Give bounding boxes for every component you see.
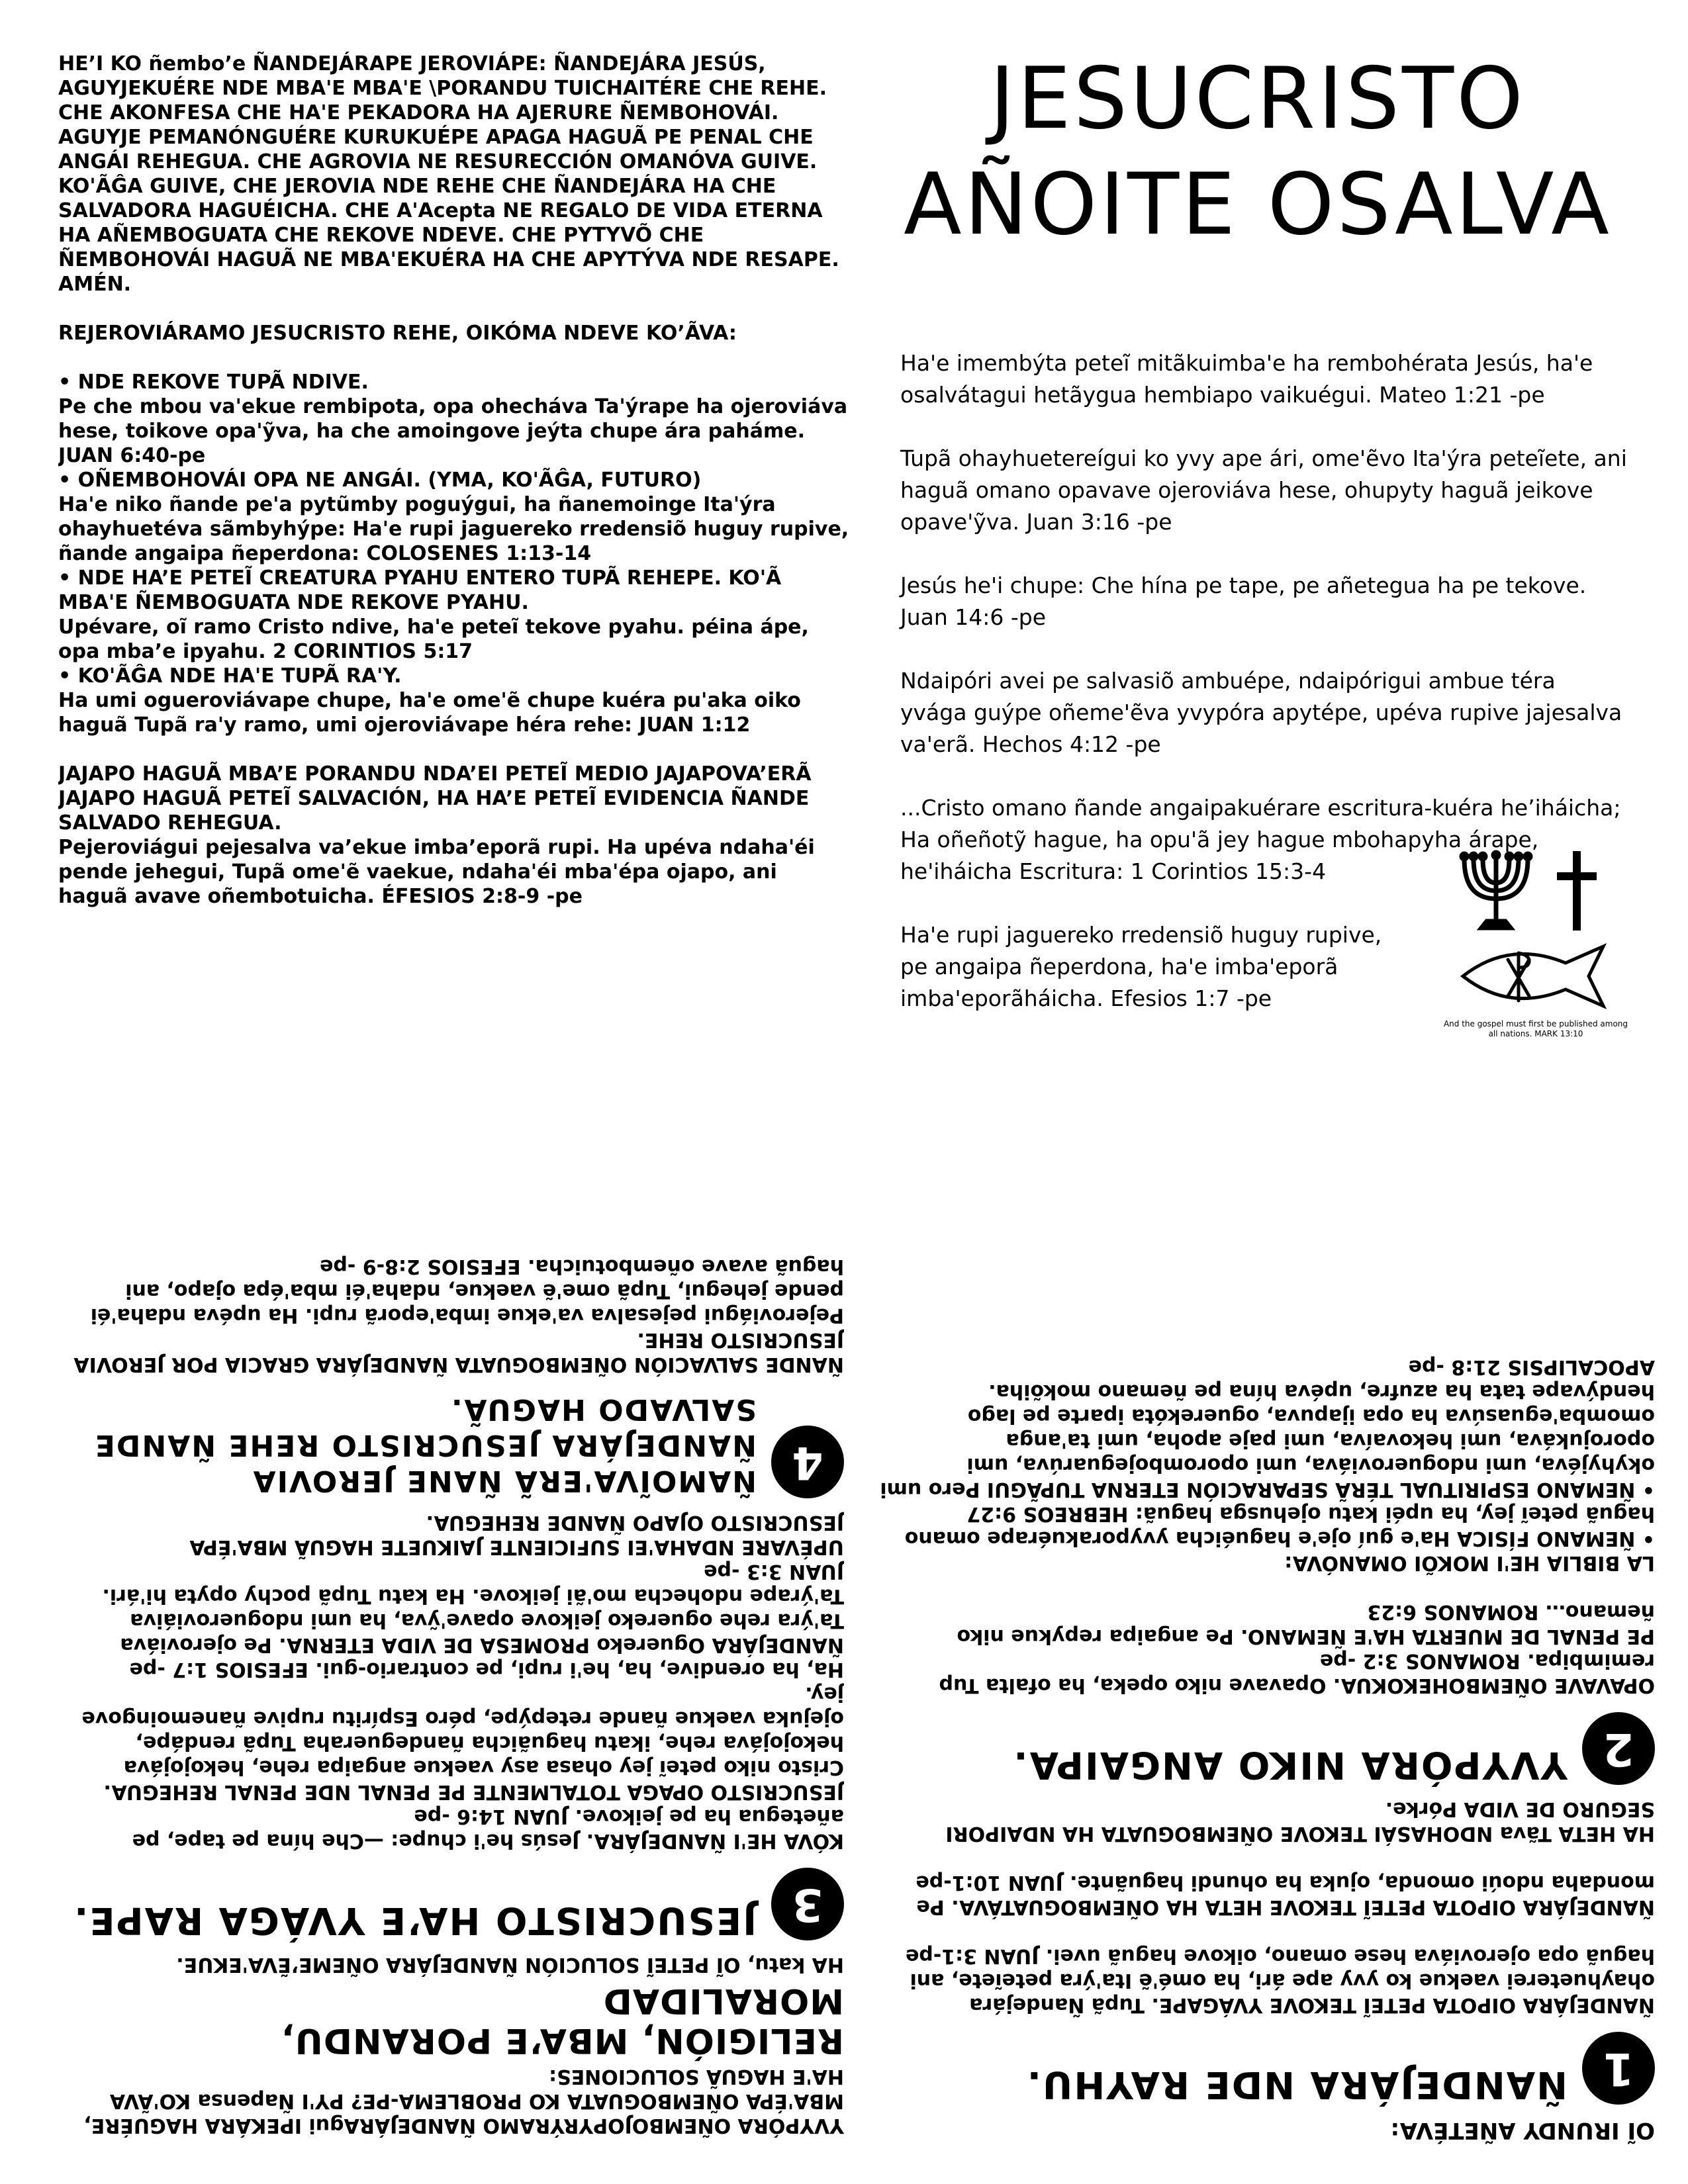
believe-heading: REJEROVIÁRAMO JESUCRISTO REHE, OIKÓMA NDEVE KO’ÃVA:	[58, 322, 737, 345]
title-line-1: JESUCRISTO	[990, 50, 1526, 148]
point-title: • OÑEMBOHOVÁI OPA NE ANGÁI. (YMA, KO'ÃĜA, FUTURO)	[58, 469, 702, 492]
cross-icon	[1557, 851, 1597, 931]
step-number-badge: 2	[1582, 1712, 1655, 1785]
step-paragraph: JESUCRISTO OPAGA TOTALMENTE PE PENAL NDE PENAL REHEGUA. Cristo niko peteĩ jey ohasa asy vaekue angaipa rehe, hekojojáva hekojojáva rehe, ikatu haguãicha ñandegueraha Tupã rendápe, ojejuka vaekue ñande retepýpe, péro Espíritu rupive ñanemoingove jey.	[81, 1682, 844, 1803]
question-text: YVYPÓRA OÑEMBOJOPYRÝRAMO ÑANDEJÁRAgui IPEKÁRA HAGUÉRE, MBA'ÉPA OÑEMBOGUATA KO PROBLEMA-PE? PY'I Ñapensa KO'ÃVA HA'E HAGUÃ SOLUCIONES:	[83, 2065, 844, 2137]
verse: Ha'e imembýta peteĩ mitãkuimba'e ha rembohérata Jesús, ha'e osalvátagui hetãygua hembiapo vaikuégui. Mateo 1:21 -pe	[900, 350, 1593, 408]
step-title: JESUCRISTO HA’E YVÁGA RAPE.	[73, 1899, 757, 1942]
step-title: YVYPÓRA NIKO ANGAIPA.	[1012, 1743, 1568, 1786]
step-paragraph: UPÉVARE NDAHA'EI SUFICIENTE JAIKUETE HAGUÃ MBA'ÉPA JESUCRISTO OJAPO ÑANDE REHEGUA.	[189, 1511, 844, 1559]
religious-symbols	[1443, 847, 1628, 1039]
ichthys-chi-rho-icon	[1463, 946, 1603, 1006]
step-1-heading	[861, 2032, 1655, 2105]
step-paragraph: ÑANDEJÁRA OIPOTA PETEĨ TEKOVE HETA HA OÑEMBOGUATÁVA. Pe mondaha ndoúi omonda, ojuka ha ohundi haguãnte. JUAN 10:1-pe	[915, 1871, 1655, 1919]
step-title: ÑAMOĨVA'ERÃ ÑANE JEROVIA ÑANDEJÁRA JESUCRISTO REHE ÑANDE SALVADO HAGUÃ.	[93, 1392, 757, 1498]
point-title: • NDE HA’E PETEĨ CREATURA PYAHU ENTERO TUPÃ REHEPE. KO'Ã MBA'E ÑEMBOGUATA NDE REKOVE PYAHU.	[58, 567, 782, 614]
step-4-heading	[56, 1391, 844, 1498]
verse: Tupã ohayhuetereígui ko yvy ape ári, ome'ẽvo Ita'ýra peteĩete, ani haguã omano opavave ojeroviáva hese, ohupyty haguã jeikove opave'ỹva. Juan 3:16 -pe	[900, 445, 1627, 535]
prayer-text: HE’I KO ñembo’e ÑANDEJÁRAPE JEROVIÁPE: ÑANDEJÁRA JESÚS, AGUYJEKUÉRE NDE MBA'E MBA'E \PORANDU TUICHAITÉRE CHE REHE. CHE AKONFESA CHE HA'E PEKADORA HA AJERURE ÑEMBOHOVÁI. AGUYJE PEMANÓNGUÉRE KURUKUÉPE APAGA HAGUÃ PE PENAL CHE ANGÁI REHEGUA. CHE AGROVIA NE RESURECCIÓN OMANÓVA GUIVE. KO'ÃĜA GUIVE, CHE JEROVIA NDE REHE CHE ÑANDEJÁRA HA CHE SALVADORA HAGUÉICHA. CHE A'Acepta NE REGALO DE VIDA ETERNA HA AÑEMBOGUATA CHE REKOVE NDEVE. CHE PYTYVÕ CHE ÑEMBOHOVÁI HAGUÃ NE MBA'EKUÉRA HA CHE APYTÝVA NDE RESAPE. AMÉN.	[58, 52, 839, 296]
step-paragraph: ÑANDEJÁRA OIPOTA PETEĨ TEKOVE YVÁGAPE. Tupã Ñandejára ohayhueterei vaekue ko yvy ape ári, ha omé'ẽ Ita'ýra peteĩete, ani haguã opa ojeroviáva hese omano, oikove haguã uvei. JUAN 3:1-pe	[905, 1944, 1655, 2017]
verse: ...Cristo omano ñande angaipakuérare escritura-kuéra he’iháicha; Ha oñeñotỹ hague, ha opu'ã jey hague mbohapyha árape, he'iháicha Escritura: 1 Corintios 15:3-4	[900, 795, 1621, 884]
step-paragraph: KÓVA HE'I ÑANDEJÁRA. Jesús he'i chupe: —Che hína pe tape, pe añetegua ha pe jeikove. JUAN 14:6 -pe	[132, 1805, 844, 1852]
point-title: • NDE REKOVE TUPÃ NDIVE.	[58, 371, 369, 394]
step-paragraph: Ha, ha orendive, ha, he'i rupi, pe contrario-gui. EFESIOS 1:7 -pe	[129, 1658, 844, 1681]
step-paragraph: • ÑEMANO ESPIRITUAL TÉRÃ SEPARACIÓN ETERNA TUPÃGUI Pero umi okyhyjéva, umi ndogueroviáva, umi oporombojeguarúva, umi oporojukáva, umi hekovaíva, umi paje apoha, umi ta'anga omomba'eguasúva ha opa ijapuva, oguerekóta iparte pe lago hendývape tata ha azufre, upéva hína pe ñemano mokõiha. APOCALIPSIS 21:8 -pe	[880, 1355, 1655, 1501]
prayer-panel	[58, 52, 853, 1031]
title-line-2: AÑOITE OSALVA	[904, 156, 1612, 254]
point-title: • KO'ÃĜA NDE HA'E TUPÃ RA'Y.	[58, 664, 402, 688]
title-panel	[861, 40, 1655, 1046]
verse: Ndaipóri avei pe salvasiõ ambuépe, ndaipórigui ambue téra yvága guýpe oñeme'ẽva yvypóra apytépe, upéva rupive jajesalva va'erã. Hechos 4:12 -pe	[900, 668, 1622, 757]
step-paragraph: ÑANDE SALVACIÓN OÑEMBOGUATA ÑANDEJÁRA GRACIA POR JEROVIA JESUCRISTO REHE.	[73, 1328, 844, 1376]
solution-intro: HA katu, OĨ PETEĨ SOLUCIÓN ÑANDEJÁRA OÑEME’ẼVA'EKUE.	[176, 1953, 844, 1976]
point-body: Ha umi ogueroviávape chupe, ha'e ome'ẽ chupe kuéra pu'aka oiko haguã Tupã ra'y ramo, umi ojeroviávape héra rehe: JUAN 1:12	[58, 689, 801, 737]
menorah-icon	[1462, 852, 1530, 928]
symbols-graphic	[1450, 847, 1622, 1019]
step-paragraph: • ÑEMANO FÍSICA Ha'e guí oje'e haguéicha yvyporakuérape omano haguã peteĩ jey, ha upéi katu ojehusga haguã: HEBREOS 9:27	[904, 1502, 1655, 1550]
tagline: And the gospel must first be published among all nations. MARK 13:10	[1443, 1019, 1628, 1038]
step-3-heading	[56, 1868, 844, 1940]
step-paragraph: HA HETA Tãva NDOHASÁI TEKOVE OÑEMBOGUATA HA NDAIPORI SEGURO DE VIDA Pórke.	[945, 1797, 1655, 1845]
closing-heading: JAJAPO HAGUÃ MBA’E PORANDU NDA’EI PETEĨ MEDIO JAJAPOVA’ERÃ JAJAPO HAGUÃ PETEĨ SALVACIÓN, HA HA’E PETEĨ EVIDENCIA ÑANDE SALVADO REHEGUA.	[58, 762, 812, 835]
page-title	[861, 46, 1655, 258]
point-body: Pe che mbou va'ekue rembipota, opa ohecháva Ta'ýrape ha ojeroviáva hese, toikove opa'ỹva, ha che amoingove jeýta chupe ára paháme. JUAN 6:40-pe	[58, 395, 848, 467]
step-title: ÑANDEJÁRA NDE RAYHU.	[1025, 2063, 1568, 2106]
step-number-badge: 3	[771, 1868, 844, 1940]
step-paragraph: Pejeroviágui pejesalva va'ekue imba'eporã rupi. Ha upéva ndaha'éi pende jehegui, Tupã ome'ẽ vaekue, ndaha'éi mba'épa ojapo, ani haguã avave oñembotuicha. EFESIOS 2:8-9 -pe	[90, 1255, 844, 1327]
step-2-heading	[861, 1712, 1655, 1785]
point-body: Ha'e niko ñande pe'a pytũmby poguýgui, ha ñanemoinge Ita'ýra ohayhuetéva sãmbyhýpe: Ha'e rupi jaguereko rredensiõ huguy rupive, ñande angaipa ñeperdona: COLOSENES 1:13-14	[58, 493, 849, 565]
steps-1-2-panel	[861, 1118, 1655, 2144]
solutions-heading: RELIGIÓN, MBA’E PORANDU, MORALIDAD	[280, 1981, 844, 2060]
step-number-badge: 4	[771, 1426, 844, 1498]
step-number-badge: 1	[1582, 2032, 1655, 2105]
step-paragraph: LA BIBLIA HE'I MOKÕI OMANÓVA:	[1284, 1551, 1655, 1574]
intro-heading: OĨ IRUNDY AÑETÉVA:	[1390, 2117, 1655, 2144]
verse: Ha'e rupi jaguereko rredensiõ huguy rupive, pe angaipa ñeperdona, ha'e imba'eporã imba'eporãháicha. Efesios 1:7 -pe	[900, 922, 1382, 1011]
step-paragraph: OPAVAVE OÑEMBOHEKOKUA. Opavave niko opeka, ha ofalta Tup remimbipa. ROMANOS 3:2 -pe	[939, 1649, 1655, 1697]
step-paragraph: ÑANDEJÁRA Oguereko PROMESA DE VIDA ETERNA. Pe ojeroviáva Ta'ýra rehe oguereko jeikove opave'ỹva, ha umi ndogueroviáiva Ta'ýrape ndohecha mo'ãi jeikove. Ha katu Tupã pochy opyta hi'ári. JUAN 3:3 -pe	[102, 1560, 844, 1657]
step-paragraph: PE PENAL DE MUERTA HA'E ÑEMANO. Pe angaipa repykue niko ñemano… ROMANOS 6:23	[957, 1600, 1655, 1648]
closing-body: Pejeroviágui pejesalva va’ekue imba’eporã rupi. Ha upéva ndaha'éi pende jehegui, Tupã ome'ẽ vaekue, ndaha'éi mba'épa ojapo, ani haguã avave oñembotuicha. ÉFESIOS 2:8-9 -pe	[58, 836, 815, 908]
steps-3-4-panel	[56, 1125, 844, 2138]
point-body: Upévare, oĩ ramo Cristo ndive, ha'e peteĩ tekove pyahu. péina ápe, opa mba’e ipyahu. 2 CORINTIOS 5:17	[58, 615, 809, 663]
verse: Jesús he'i chupe: Che hína pe tape, pe añetegua ha pe tekove. Juan 14:6 -pe	[900, 572, 1587, 630]
